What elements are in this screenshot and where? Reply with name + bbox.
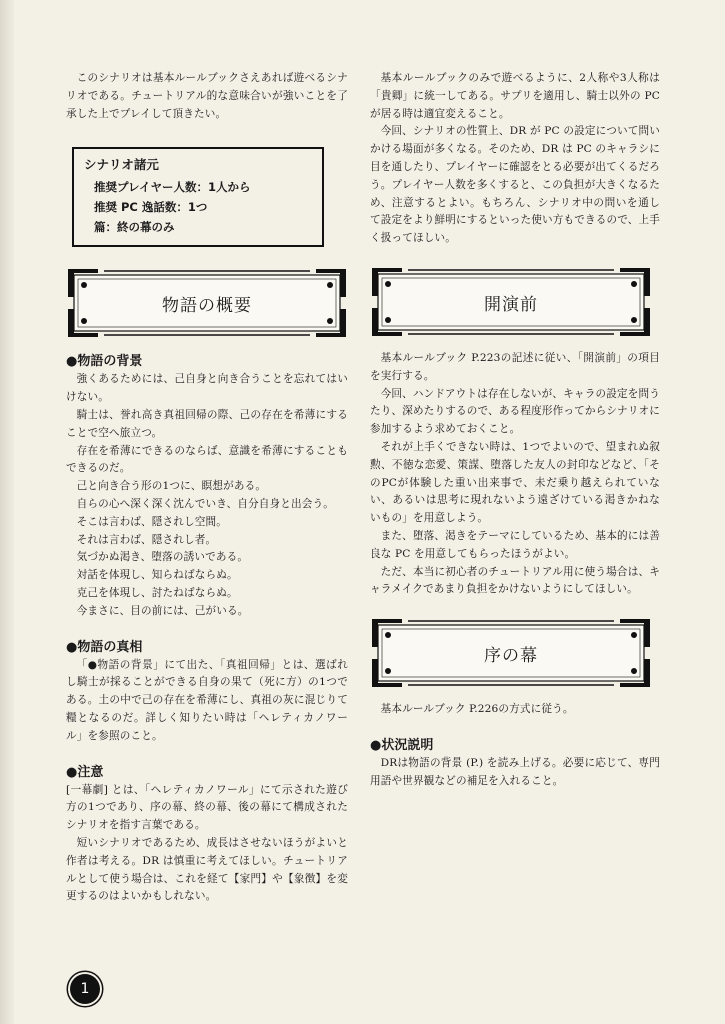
background-lines <box>66 371 348 620</box>
background-line: 存在を希薄にできるのならば、意識を希薄にすることもできるのだ。 <box>66 444 348 475</box>
right-intro-para: 基本ルールブックのみで遊べるように、2人称や3人称は「貴卿」に統一してある。サプリを適用し、騎士以外の PC が居る時は適宜変えること。 <box>370 72 660 120</box>
intro-text: このシナリオは基本ルールブックさえあれば遊べるシナリオである。チュートリアル的な意味合いが強いことを了承した上でプレイして頂きたい。 <box>66 72 348 120</box>
caution-para: [一幕劇] とは、「ヘレティカノワール」にて示された遊び方の1つであり、序の幕、終の幕、後の幕にて構成されたシナリオを指す言葉である。 <box>66 783 348 832</box>
specs-title: シナリオ諸元 <box>84 157 159 173</box>
preshow-para: ただ、本当に初心者のチュートリアル用に使う場合は、キャラメイクであまり負担をかけないようにしてほしい。 <box>370 565 660 596</box>
left-column <box>66 70 348 906</box>
background-line: 騎士は、誉れ高き真祖回帰の際、己の存在を希薄にすることで空へ旅立つ。 <box>66 408 348 439</box>
right-column <box>370 70 660 791</box>
heading-caution: ●注意 <box>66 764 104 780</box>
background-line: 強くあるためには、己自身と向き合うことを忘れてはいけない。 <box>66 373 348 404</box>
background-line: それは言わば、隠されし者。 <box>76 533 217 546</box>
prologue-text: 基本ルールブック P.226の方式に従う。 <box>380 703 574 716</box>
right-intro-para: 今回、シナリオの性質上、DR が PC の設定について問いかける場面が多くなる。そのため、DR は PC のキャラシに目を通したり、プレイヤーに確認をとる必要が出てくるだろう。プレイヤー人数を多くすると、この負担が大きくなるため、注意するとよい。もちろん、シナリオ中の問いを通して設定をより鮮明にするといった使い方もできるので、上手く扱ってほしい。 <box>370 125 660 245</box>
heading-background: ●物語の背景 <box>66 354 143 370</box>
specs-chapter: 篇：終の幕のみ <box>94 220 175 235</box>
background-line: 気づかぬ渇き、堕落の誘いである。 <box>76 551 249 564</box>
banner-title-pre-show: 開演前 <box>484 294 538 315</box>
specs-pc: 推奨 PC 逸話数：1つ <box>94 200 208 215</box>
background-line: 今まさに、目の前には、己がいる。 <box>76 604 249 617</box>
situation-text: DRは物語の背景 (P.) を読み上げる。必要に応じて、専門用語や世界観などの補足を入れること。 <box>370 756 660 787</box>
page-number: 1 <box>70 974 100 1004</box>
preshow-para: また、堕落、渇きをテーマにしているため、基本的には善良な PC を用意してもらったほうがよい。 <box>370 529 660 560</box>
banner-title-prologue: 序の幕 <box>484 646 538 667</box>
preshow-para: それが上手くできない時は、1つでよいので、望まれぬ叙勲、不徳な恋愛、策謀、堕落した友人の封印などなど、「そのPCが体験した重い出来事で、未だ乗り越えられていない、あるいは思考に現れないよう遠ざけている渇きかねないもの」を用意しよう。 <box>370 440 660 525</box>
background-line: 対話を体現し、知らねばならぬ。 <box>76 569 238 582</box>
heading-truth: ●物語の真相 <box>66 639 143 655</box>
page-edge <box>0 0 14 1024</box>
preshow-para: 今回、ハンドアウトは存在しないが、キャラの設定を問うたり、深めたりするので、ある程度形作ってからシナリオに参加するよう求めておくこと。 <box>370 387 660 436</box>
background-line: 自らの心へ深く深く沈んでいき、自分自身と出会う。 <box>76 497 335 510</box>
banner-prologue <box>368 617 654 689</box>
banner-overview <box>64 267 350 339</box>
caution-para: 短いシナリオであるため、成長はさせないほうがよいと作者は考える。DR は慎重に考えてほしい。チュートリアルとして使う場合は、これを経て【家門】や【象徴】を変更するのはよいかもしれない。 <box>66 836 348 903</box>
background-line: そこは言わば、隠されし空間。 <box>76 515 228 528</box>
truth-text: 「●物語の背景」にて出た、「真祖回帰」とは、選ばれし騎士が採ることができる自身の果て（死に方）の1つである。土の中で己の存在を希薄にし、真祖の灰に混じりて糧となるのだ。詳しく知りたい時は「ヘレティカノワール」を参照のこと。 <box>66 658 348 742</box>
background-line: 克己を体現し、討たねばならぬ。 <box>76 586 238 599</box>
banner-title-overview: 物語の概要 <box>162 296 252 317</box>
heading-situation: ●状況説明 <box>370 737 434 753</box>
scenario-specs-box <box>72 147 324 247</box>
preshow-para: 基本ルールブック P.223の記述に従い、「開演前」の項目を実行する。 <box>370 351 660 382</box>
banner-pre-show <box>368 266 654 338</box>
specs-players: 推奨プレイヤー人数：1人から <box>94 180 251 195</box>
background-line: 己と向き合う形の1つに、瞑想がある。 <box>76 480 267 493</box>
